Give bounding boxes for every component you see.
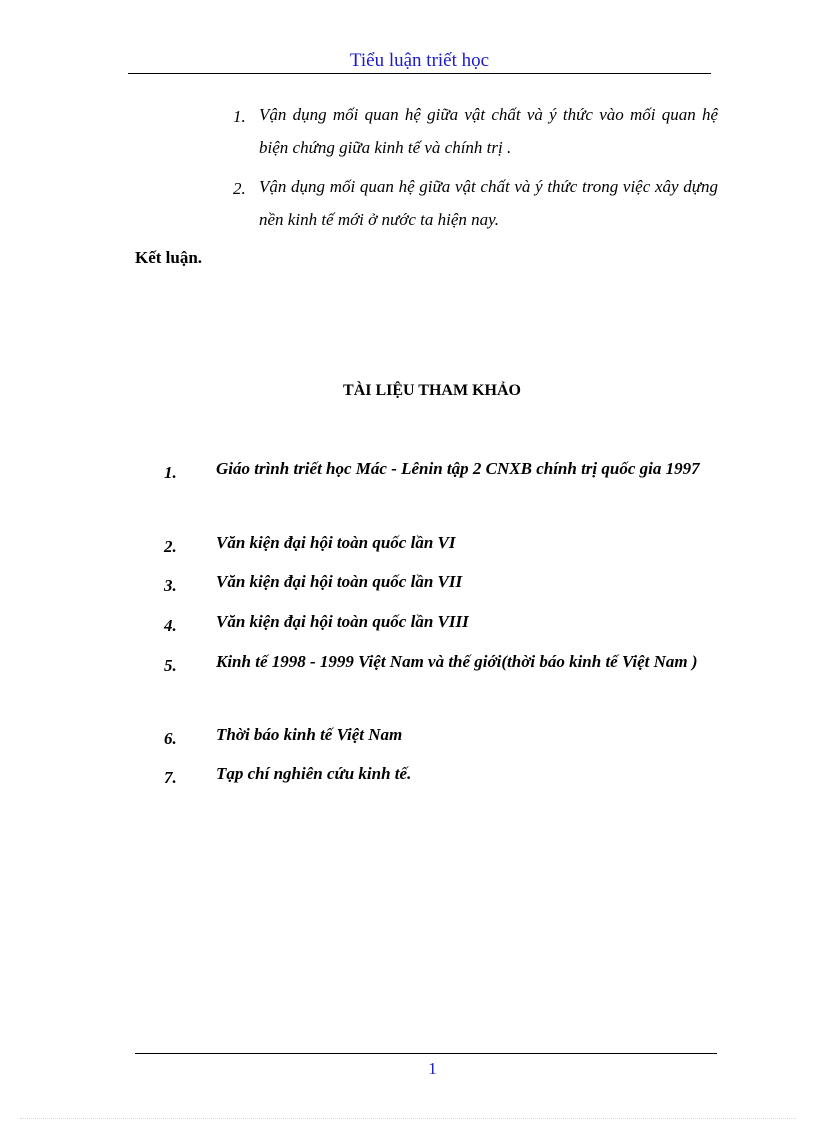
reference-item: [164, 565, 720, 598]
page-number: 1: [428, 1059, 437, 1078]
reference-text: Thời báo kinh tế Việt Nam: [216, 725, 403, 744]
reference-number: 2.: [164, 537, 177, 556]
page-bottom-divider: [20, 1118, 796, 1119]
reference-item: [164, 526, 720, 559]
reference-text: Giáo trình triết học Mác - Lênin tập 2 CNXB chính trị quốc gia 1997: [216, 459, 700, 478]
reference-text: Kinh tế 1998 - 1999 Việt Nam và thế giới(thời báo kinh tế Việt Nam ): [216, 652, 698, 671]
reference-number: 1.: [164, 463, 177, 482]
reference-text: Tạp chí nghiên cứu kinh tế.: [216, 764, 412, 783]
conclusion-heading: Kết luận.: [135, 248, 203, 267]
reference-number: 7.: [164, 768, 177, 787]
reference-item: [164, 452, 720, 485]
reference-item: [164, 757, 720, 790]
outline-item-text: Vận dụng mối quan hệ giữa vật chất và ý thức trong việc xây dựng nền kinh tế mới ở nước ta hiện nay.: [259, 177, 718, 229]
outline-item: [233, 98, 718, 164]
reference-number: 4.: [164, 616, 177, 635]
references-heading: TÀI LIỆU THAM KHẢO: [343, 382, 521, 399]
header-title: Tiểu luận triết học: [349, 50, 490, 71]
outline-item: [233, 170, 718, 236]
footer-rule: [135, 1053, 717, 1054]
outline-item-number: 1.: [233, 107, 246, 126]
outline-item-number: 2.: [233, 179, 246, 198]
reference-text: Văn kiện đại hội toàn quốc lần VIII: [216, 612, 469, 631]
outline-item-text: Vận dụng mối quan hệ giữa vật chất và ý thức vào mối quan hệ biện chứng giữa kinh tế và chính trị .: [259, 105, 718, 157]
reference-number: 6.: [164, 729, 177, 748]
reference-item: [164, 605, 720, 638]
header-rule: [128, 73, 711, 74]
reference-number: 5.: [164, 656, 177, 675]
reference-text: Văn kiện đại hội toàn quốc lần VII: [216, 572, 463, 591]
reference-item: [164, 645, 720, 678]
reference-number: 3.: [164, 576, 177, 595]
reference-text: Văn kiện đại hội toàn quốc lần VI: [216, 533, 456, 552]
reference-item: [164, 718, 720, 751]
